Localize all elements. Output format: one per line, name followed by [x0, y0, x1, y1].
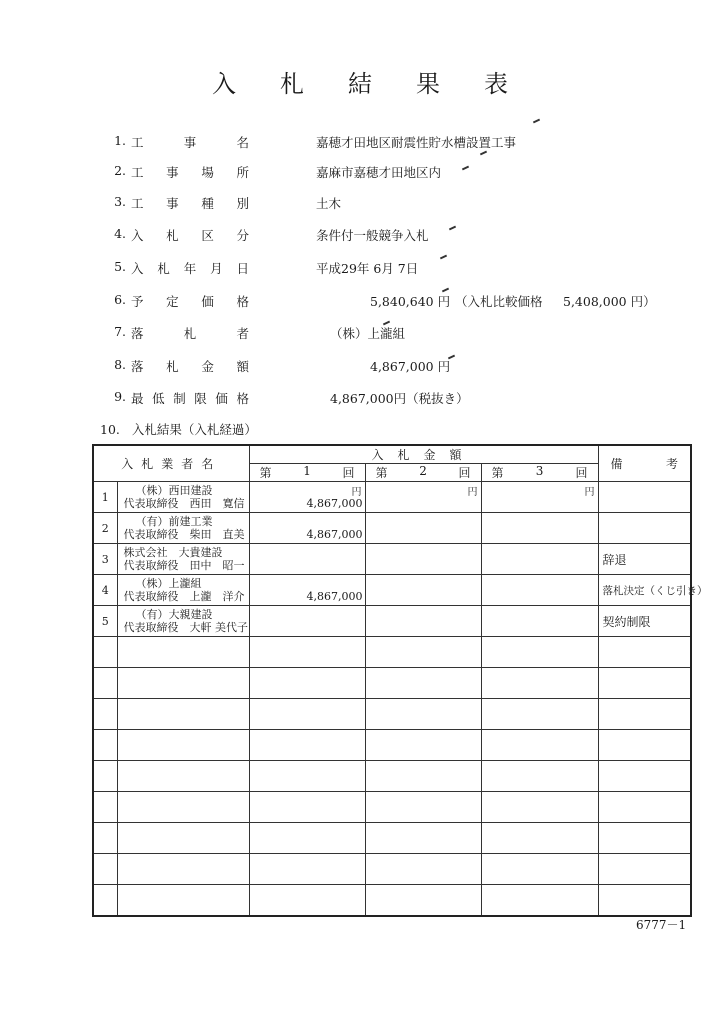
label-char: 事 [183, 135, 197, 150]
row-number: 1 [93, 482, 117, 513]
section-num: 10. [100, 422, 120, 437]
header-bidder-name: 入札業者名 [93, 445, 249, 482]
empty-cell [598, 761, 691, 792]
empty-cell [117, 792, 249, 823]
empty-cell [481, 699, 598, 730]
empty-table-row [93, 761, 691, 792]
bidder-cell [117, 544, 249, 575]
round-2-amount [365, 513, 481, 544]
representative: 代表取締役 西田 寛信 [123, 497, 245, 510]
label-char: 札 [166, 228, 179, 243]
label-char: 年 [183, 261, 197, 276]
representative: 代表取締役 田中 昭一 [123, 559, 245, 572]
empty-table-row [93, 699, 691, 730]
empty-cell [249, 854, 365, 885]
label-char: 入 [131, 228, 144, 243]
label-char: 金 [201, 359, 214, 374]
remarks-cell: 落札決定（くじ引き） [598, 575, 691, 606]
info-label [131, 194, 249, 212]
label-char: 札 [166, 359, 179, 374]
round-1-amount [249, 482, 365, 513]
round-2-amount [365, 575, 481, 606]
empty-cell [365, 885, 481, 917]
info-num: 2. [114, 163, 126, 178]
empty-cell [93, 823, 117, 854]
label-char: 場 [201, 165, 214, 180]
empty-cell [598, 792, 691, 823]
row-number: 5 [93, 606, 117, 637]
label-char: 低 [152, 391, 165, 406]
compare-value: 5,408,000 円） [563, 294, 656, 309]
remarks-cell [598, 513, 691, 544]
note-char: 考 [666, 457, 679, 471]
empty-cell [117, 730, 249, 761]
amount-value: 4,867,000 [306, 590, 363, 603]
remarks-cell [598, 482, 691, 513]
empty-cell [93, 699, 117, 730]
label-char: 入 [131, 261, 144, 276]
empty-table-row [93, 823, 691, 854]
round-3-amount [481, 513, 598, 544]
representative: 代表取締役 大軒 美代子 [123, 621, 248, 634]
representative: 代表取締役 柴田 直美 [123, 528, 245, 541]
empty-cell [598, 854, 691, 885]
info-num: 5. [114, 259, 126, 274]
label-char: 最 [131, 391, 144, 406]
empty-cell [117, 637, 249, 668]
empty-cell [481, 823, 598, 854]
empty-table-row [93, 885, 691, 917]
label-char: 限 [194, 391, 207, 406]
empty-cell [365, 668, 481, 699]
empty-cell [598, 699, 691, 730]
company-name: （株）西田建設 [135, 484, 213, 497]
empty-cell [249, 792, 365, 823]
company-name: （株）上瀧組 [135, 577, 202, 590]
empty-table-row [93, 637, 691, 668]
header-remarks [598, 445, 691, 482]
label-char: 名 [236, 135, 249, 150]
empty-cell [117, 885, 249, 917]
table-row [93, 513, 691, 544]
info-row-project-name [0, 133, 720, 153]
representative: 代表取締役 上瀧 洋介 [123, 590, 245, 603]
label-char: 札 [157, 261, 170, 276]
empty-cell [117, 823, 249, 854]
info-num: 8. [114, 357, 126, 372]
round-3-amount [481, 606, 598, 637]
yen-unit: 円 [584, 487, 595, 498]
label-char: 別 [236, 196, 249, 211]
info-row-bid-category [0, 226, 720, 246]
empty-table-row [93, 730, 691, 761]
empty-cell [598, 668, 691, 699]
label-char: 種 [201, 196, 214, 211]
round-2-amount [365, 544, 481, 575]
label-char: 区 [201, 228, 214, 243]
info-label [131, 259, 249, 277]
round-1-amount [249, 575, 365, 606]
empty-cell [365, 823, 481, 854]
empty-cell [249, 823, 365, 854]
empty-cell [481, 854, 598, 885]
empty-cell [481, 668, 598, 699]
round-1-amount [249, 513, 365, 544]
empty-cell [365, 792, 481, 823]
round-1-amount [249, 606, 365, 637]
label-char: 価 [215, 391, 228, 406]
empty-cell [249, 885, 365, 917]
table-row [93, 575, 691, 606]
empty-cell [117, 699, 249, 730]
amount-value: 4,867,000 [306, 497, 363, 510]
info-num: 9. [114, 389, 126, 404]
pen-mark [533, 119, 540, 124]
table-row [93, 482, 691, 513]
empty-table-row [93, 854, 691, 885]
info-value: 嘉麻市嘉穂才田地区内 [316, 165, 442, 180]
info-num: 1. [114, 133, 126, 148]
info-num: 3. [114, 194, 126, 209]
empty-cell [249, 668, 365, 699]
label-char: 日 [236, 261, 249, 276]
remarks-cell: 辞退 [598, 544, 691, 575]
label-char: 所 [236, 165, 249, 180]
info-label [131, 389, 249, 407]
empty-cell [598, 823, 691, 854]
empty-cell [93, 885, 117, 917]
empty-cell [598, 885, 691, 917]
empty-cell [117, 668, 249, 699]
header-round-1: 第 1 回 [249, 464, 365, 482]
empty-cell [93, 761, 117, 792]
info-num: 7. [114, 324, 126, 339]
round-3-amount [481, 544, 598, 575]
empty-table-row [93, 668, 691, 699]
yen-unit: 円 [467, 487, 478, 498]
row-number: 3 [93, 544, 117, 575]
empty-cell [365, 730, 481, 761]
info-num: 4. [114, 226, 126, 241]
label-char: 月 [210, 261, 223, 276]
bidder-cell [117, 575, 249, 606]
label-char: 者 [236, 326, 249, 341]
info-label [131, 324, 249, 342]
table-row [93, 544, 691, 575]
company-name: （有）前建工業 [135, 515, 213, 528]
empty-cell [481, 885, 598, 917]
empty-cell [249, 730, 365, 761]
empty-cell [481, 730, 598, 761]
label-char: 格 [236, 391, 249, 406]
empty-cell [481, 761, 598, 792]
label-char: 工 [131, 165, 144, 180]
bidder-cell [117, 482, 249, 513]
empty-cell [93, 854, 117, 885]
empty-cell [117, 854, 249, 885]
empty-cell [365, 761, 481, 792]
round-2-amount [365, 482, 481, 513]
label-char: 予 [131, 294, 144, 309]
info-label [131, 133, 249, 151]
label-char: 価 [201, 294, 214, 309]
info-label [131, 226, 249, 244]
empty-table-row [93, 792, 691, 823]
round-1-amount [249, 544, 365, 575]
page-title: 入札結果表 [212, 70, 552, 98]
empty-cell [365, 637, 481, 668]
empty-cell [598, 730, 691, 761]
empty-cell [117, 761, 249, 792]
empty-cell [93, 792, 117, 823]
info-value: （株）上瀧組 [330, 326, 406, 341]
empty-cell [365, 854, 481, 885]
info-label [131, 163, 249, 181]
label-char: 落 [131, 359, 144, 374]
info-label [131, 292, 249, 310]
info-row-minimum-price [0, 389, 720, 409]
label-char: 事 [166, 165, 179, 180]
info-value: 平成29年 6月 7日 [316, 261, 419, 276]
document-number: 6777－1 [636, 918, 687, 932]
info-num: 6. [114, 292, 126, 307]
empty-cell [249, 699, 365, 730]
label-char: 工 [131, 196, 144, 211]
empty-rows [93, 637, 691, 917]
label-char: 定 [166, 294, 179, 309]
label-char: 工 [131, 135, 144, 150]
empty-cell [93, 730, 117, 761]
info-value: 土木 [316, 196, 342, 211]
label-char: 札 [183, 326, 197, 341]
info-value: 条件付一般競争入札 [316, 228, 429, 243]
round-3-amount [481, 575, 598, 606]
info-row-location [0, 163, 720, 183]
company-name: 株式会社 大貴建設 [123, 546, 223, 559]
info-row-winning-amount [0, 357, 720, 377]
section-bid-results-heading [100, 420, 257, 438]
empty-cell [365, 699, 481, 730]
label-char: 制 [173, 391, 186, 406]
empty-cell [249, 637, 365, 668]
info-row-bid-date [0, 259, 720, 279]
compare-label: （入札比較価格 [455, 294, 543, 309]
round-3-amount [481, 482, 598, 513]
section-label: 入札結果（入札経過） [131, 422, 257, 437]
info-value: 5,840,640 円 [370, 294, 451, 309]
yen-unit: 円 [351, 487, 362, 498]
bidder-cell [117, 513, 249, 544]
empty-cell [93, 668, 117, 699]
note-char: 備 [610, 457, 623, 471]
empty-cell [481, 792, 598, 823]
label-char: 事 [166, 196, 179, 211]
row-number: 4 [93, 575, 117, 606]
info-value: 4,867,000 円 [370, 359, 451, 374]
info-label [131, 357, 249, 375]
label-char: 額 [236, 359, 249, 374]
header-round-3: 第 3 回 [481, 464, 598, 482]
row-number: 2 [93, 513, 117, 544]
remarks-cell: 契約制限 [598, 606, 691, 637]
bid-results-table [92, 444, 708, 917]
label-char: 格 [236, 294, 249, 309]
round-2-amount [365, 606, 481, 637]
empty-cell [249, 761, 365, 792]
info-value: 4,867,000円（税抜き） [330, 391, 469, 406]
company-name: （有）大親建設 [135, 608, 213, 621]
info-row-planned-price [0, 292, 720, 312]
info-value: 嘉穂才田地区耐震性貯水槽設置工事 [316, 135, 517, 150]
empty-cell [481, 637, 598, 668]
bidder-cell [117, 606, 249, 637]
header-bid-amount: 入札金額 [249, 445, 598, 464]
amount-value: 4,867,000 [306, 528, 363, 541]
empty-cell [93, 637, 117, 668]
label-char: 分 [236, 228, 249, 243]
info-row-work-type [0, 194, 720, 214]
empty-cell [598, 637, 691, 668]
table-row [93, 606, 691, 637]
label-char: 落 [131, 326, 144, 341]
header-round-2: 第 2 回 [365, 464, 481, 482]
info-row-winner [0, 324, 720, 344]
